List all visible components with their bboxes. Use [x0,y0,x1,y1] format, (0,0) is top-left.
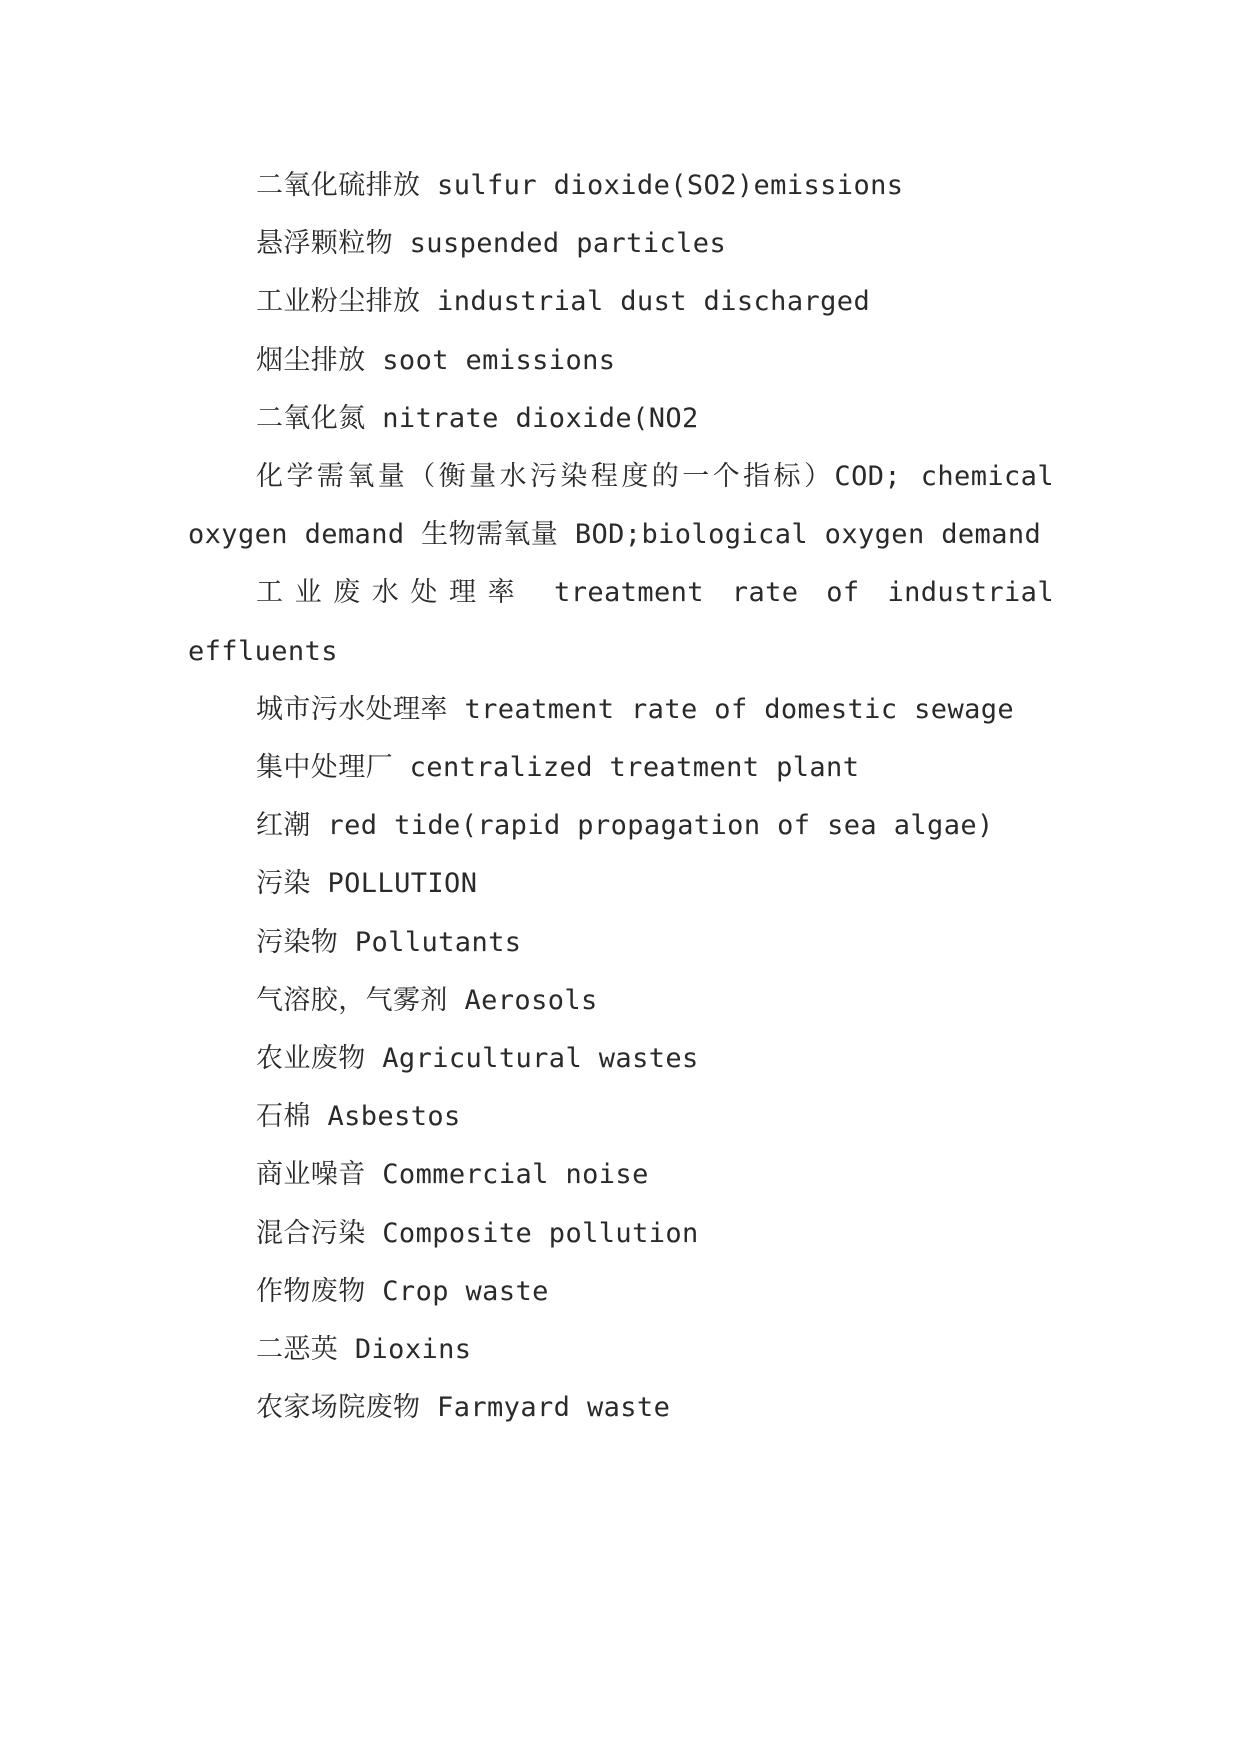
paragraph-nitrate-dioxide: 二氧化氮 nitrate dioxide(NO2 [256,402,699,434]
paragraph-aerosols: 气溶胶，气雾剂 Aerosols [256,984,598,1016]
paragraph-industrial-dust: 工业粉尘排放 industrial dust discharged [256,286,871,318]
paragraph-crop-waste: 作物废物 Crop waste [256,1275,549,1307]
paragraph-red-tide: 红潮 red tide(rapid propagation of sea algae) [256,810,994,842]
paragraph-treatment-plant: 集中处理厂 centralized treatment plant [256,752,860,784]
paragraph-soot-emissions: 烟尘排放 soot emissions [256,344,616,376]
paragraph-asbestos: 石棉 Asbestos [256,1101,461,1133]
paragraph-pollution-heading: 污染 POLLUTION [256,868,478,900]
paragraph-farmyard-waste: 农家场院废物 Farmyard waste [256,1392,671,1424]
paragraph-dioxins: 二恶英 Dioxins [256,1334,472,1366]
paragraph-domestic-sewage: 城市污水处理率 treatment rate of domestic sewage [256,693,1015,725]
paragraph-commercial-noise: 商业噪音 Commercial noise [256,1159,649,1191]
paragraph-industrial-effluents: 工业废水处理率 treatment rate of industrial effluents [188,577,1054,667]
document-body [188,157,1054,1437]
paragraph-composite-pollution: 混合污染 Composite pollution [256,1217,699,1249]
paragraph-suspended-particles: 悬浮颗粒物 suspended particles [256,228,727,260]
paragraph-pollutants: 污染物 Pollutants [256,926,522,958]
paragraph-sulfur-dioxide: 二氧化硫排放 sulfur dioxide(SO2)emissions [256,170,904,201]
paragraph-agricultural-wastes: 农业废物 Agricultural wastes [256,1043,699,1075]
paragraph-cod-bod: 化学需氧量（衡量水污染程度的一个指标）COD; chemical oxygen demand 生物需氧量 BOD;biological oxygen demand [188,461,1054,551]
